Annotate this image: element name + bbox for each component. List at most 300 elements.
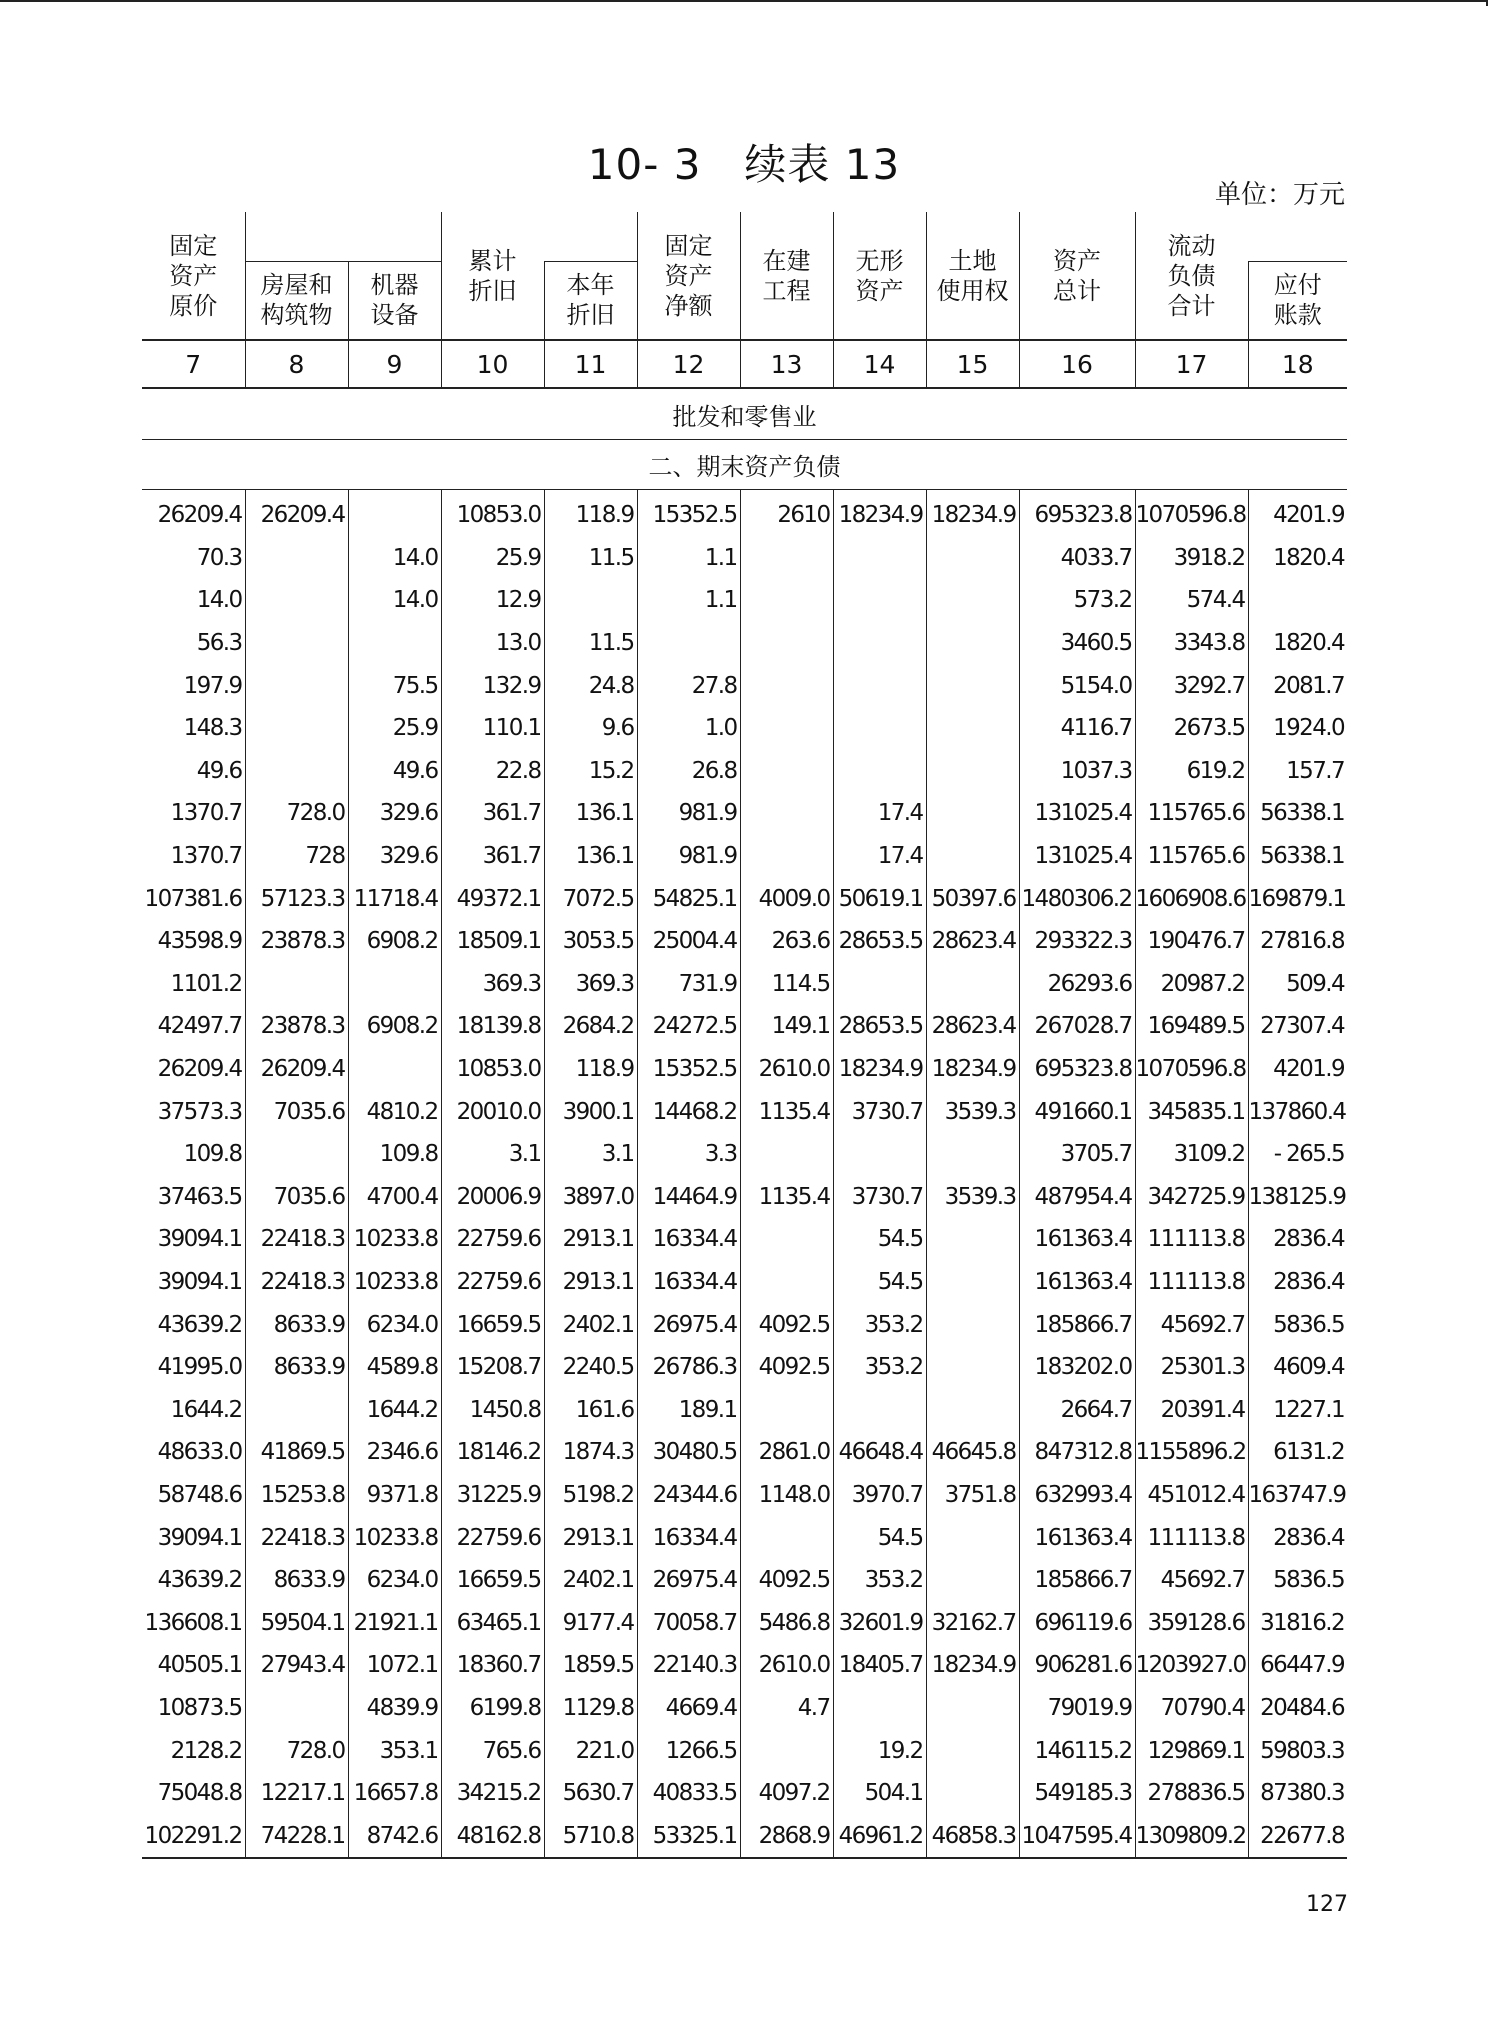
table-cell: 2402.1	[544, 1559, 637, 1602]
table-cell: 267028.7	[1019, 1005, 1135, 1048]
table-cell: 20987.2	[1135, 963, 1248, 1006]
table-cell: 731.9	[637, 963, 740, 1006]
table-cell: 619.2	[1135, 750, 1248, 793]
table-cell: 2913.1	[544, 1516, 637, 1559]
table-cell: 110.1	[441, 707, 544, 750]
table-cell: 2684.2	[544, 1005, 637, 1048]
table-cell: 1129.8	[544, 1687, 637, 1730]
table-cell: 40505.1	[157, 1652, 242, 1679]
table-cell: 4839.9	[348, 1687, 441, 1730]
table-cell: 1135.4	[740, 1176, 833, 1219]
table-cell: 2610.0	[740, 1048, 833, 1091]
table-cell: 132.9	[441, 664, 544, 707]
column-number: 10	[441, 340, 544, 388]
table-cell: 40833.5	[637, 1772, 740, 1815]
page-top-rule	[0, 0, 1488, 2]
table-cell: 19.2	[833, 1729, 926, 1772]
table-cell: 70790.4	[1135, 1687, 1248, 1730]
table-cell: 5710.8	[544, 1814, 637, 1858]
table-cell: 549185.3	[1019, 1772, 1135, 1815]
table-cell: 728	[245, 835, 348, 878]
table-cell: 5198.2	[544, 1474, 637, 1517]
table-cell: 1148.0	[740, 1474, 833, 1517]
header-accumulated-depreciation: 累计 折旧	[441, 212, 544, 340]
table-cell: 10853.0	[441, 1048, 544, 1091]
table-cell: 59803.3	[1248, 1729, 1347, 1772]
table-cell: 4092.5	[740, 1303, 833, 1346]
table-cell: 15352.5	[637, 1048, 740, 1091]
table-cell	[926, 579, 1019, 622]
table-cell: 39094.1	[157, 1226, 242, 1253]
table-cell: 6908.2	[348, 1005, 441, 1048]
table-cell: 981.9	[637, 835, 740, 878]
table-cell: 136.1	[544, 835, 637, 878]
table-cell: 2664.7	[1019, 1388, 1135, 1431]
table-row	[142, 1729, 1347, 1772]
table-cell: 136.1	[544, 792, 637, 835]
table-cell: 487954.4	[1019, 1176, 1135, 1219]
table-cell: 293322.3	[1019, 920, 1135, 963]
table-cell: 345835.1	[1135, 1090, 1248, 1133]
table-cell: 23878.3	[245, 1005, 348, 1048]
table-cell	[833, 1133, 926, 1176]
table-cell: 18234.9	[833, 1048, 926, 1091]
table-cell: 129869.1	[1135, 1729, 1248, 1772]
table-row	[142, 1218, 1347, 1261]
table-cell	[245, 1133, 348, 1176]
table-cell: 9177.4	[544, 1601, 637, 1644]
table-cell: 4097.2	[740, 1772, 833, 1815]
table-row	[142, 1474, 1347, 1517]
table-cell: 109.8	[348, 1133, 441, 1176]
table-cell: 25.9	[441, 537, 544, 580]
page-number: 127	[1306, 1892, 1348, 1917]
table-cell: 53325.1	[637, 1814, 740, 1858]
table-cell: 4700.4	[348, 1176, 441, 1219]
table-cell: 138125.9	[1248, 1176, 1347, 1219]
table-cell: 1820.4	[1248, 537, 1347, 580]
table-cell	[740, 750, 833, 793]
table-cell	[740, 1388, 833, 1431]
table-cell: 2868.9	[740, 1814, 833, 1858]
table-cell	[833, 707, 926, 750]
table-cell	[637, 622, 740, 665]
table-cell: 22.8	[441, 750, 544, 793]
table-cell: 49.6	[348, 750, 441, 793]
table-cell: 22759.6	[441, 1218, 544, 1261]
table-cell: 10233.8	[348, 1516, 441, 1559]
table-row	[142, 579, 1347, 622]
table-cell: 6234.0	[348, 1559, 441, 1602]
table-cell: 696119.6	[1019, 1601, 1135, 1644]
table-cell: 48633.0	[157, 1439, 242, 1466]
table-cell: 1072.1	[348, 1644, 441, 1687]
table-cell: 161363.4	[1019, 1516, 1135, 1559]
table-cell: 22677.8	[1248, 1814, 1347, 1858]
table-cell: 1874.3	[544, 1431, 637, 1474]
table-cell: 11.5	[544, 622, 637, 665]
table-cell: 41995.0	[157, 1354, 242, 1381]
table-cell: 695323.8	[1019, 1048, 1135, 1091]
table-row	[142, 1176, 1347, 1219]
table-cell: 1859.5	[544, 1644, 637, 1687]
table-row	[142, 1303, 1347, 1346]
table-cell	[926, 963, 1019, 1006]
header-fixed-asset-original: 固定 资产 原价	[169, 231, 218, 320]
table-cell: 1309809.2	[1135, 1814, 1248, 1858]
table-cell	[245, 963, 348, 1006]
table-cell: 20484.6	[1248, 1687, 1347, 1730]
column-number: 7	[142, 340, 245, 388]
table-cell: 329.6	[348, 792, 441, 835]
table-cell: 3918.2	[1135, 537, 1248, 580]
table-cell: 2836.4	[1248, 1261, 1347, 1304]
table-cell: 27.8	[637, 664, 740, 707]
table-cell	[926, 707, 1019, 750]
table-cell: 70058.7	[637, 1601, 740, 1644]
header-machinery: 机器 设备	[348, 261, 441, 340]
table-cell: 15352.5	[637, 490, 740, 537]
table-cell	[245, 622, 348, 665]
table-cell: 16334.4	[637, 1261, 740, 1304]
table-cell: 161363.4	[1019, 1261, 1135, 1304]
table-cell: 14464.9	[637, 1176, 740, 1219]
table-cell	[740, 537, 833, 580]
table-cell: 3751.8	[926, 1474, 1019, 1517]
table-cell: 2913.1	[544, 1218, 637, 1261]
table-cell: 46645.8	[926, 1431, 1019, 1474]
table-cell: 37463.5	[157, 1183, 242, 1210]
table-cell: 131025.4	[1019, 792, 1135, 835]
table-cell: 2836.4	[1248, 1218, 1347, 1261]
table-cell: 353.2	[833, 1303, 926, 1346]
table-cell: 1924.0	[1248, 707, 1347, 750]
table-cell: 7035.6	[245, 1176, 348, 1219]
table-cell: 6908.2	[348, 920, 441, 963]
table-cell: 353.1	[348, 1729, 441, 1772]
table-cell: 50397.6	[926, 877, 1019, 920]
table-row	[142, 1388, 1347, 1431]
table-cell	[348, 490, 441, 537]
table-cell: 353.2	[833, 1346, 926, 1389]
column-number-row	[142, 340, 1347, 388]
table-cell: 329.6	[348, 835, 441, 878]
table-row	[142, 1431, 1347, 1474]
table-cell: 27943.4	[245, 1644, 348, 1687]
table-cell: 451012.4	[1135, 1474, 1248, 1517]
table-cell: 2836.4	[1248, 1516, 1347, 1559]
table-cell: 359128.6	[1135, 1601, 1248, 1644]
table-cell	[926, 1687, 1019, 1730]
header-land-use-rights: 土地 使用权	[926, 212, 1019, 340]
table-cell: 148.3	[183, 715, 242, 742]
table-cell: 74228.1	[245, 1814, 348, 1858]
table-cell: 3053.5	[544, 920, 637, 963]
table-row	[142, 537, 1347, 580]
table-cell: 58748.6	[157, 1481, 242, 1508]
table-cell	[740, 1218, 833, 1261]
column-number: 8	[245, 340, 348, 388]
table-cell: 20006.9	[441, 1176, 544, 1219]
table-cell: 25004.4	[637, 920, 740, 963]
table-cell: 728.0	[245, 792, 348, 835]
table-row	[142, 963, 1347, 1006]
table-cell: 26786.3	[637, 1346, 740, 1389]
table-cell: 10233.8	[348, 1261, 441, 1304]
table-cell: 5154.0	[1019, 664, 1135, 707]
table-cell: 18360.7	[441, 1644, 544, 1687]
table-cell: 45692.7	[1135, 1559, 1248, 1602]
table-cell: 87380.3	[1248, 1772, 1347, 1815]
table-cell: 26.8	[637, 750, 740, 793]
data-table	[142, 212, 1347, 1859]
table-row	[142, 750, 1347, 793]
table-cell: 39094.1	[157, 1268, 242, 1295]
table-cell: 1.0	[637, 707, 740, 750]
table-cell	[740, 1729, 833, 1772]
table-cell: 369.3	[544, 963, 637, 1006]
header-spacer-year-depr	[544, 212, 637, 261]
table-cell: 18234.9	[926, 1048, 1019, 1091]
table-cell: 37573.3	[157, 1098, 242, 1125]
table-cell: 1370.7	[170, 800, 242, 827]
table-cell: 12.9	[441, 579, 544, 622]
table-cell: 3897.0	[544, 1176, 637, 1219]
table-cell: 1450.8	[441, 1388, 544, 1431]
table-cell: 25.9	[348, 707, 441, 750]
table-row	[142, 622, 1347, 665]
table-cell	[740, 664, 833, 707]
table-cell: 56.3	[196, 630, 242, 657]
table-cell: 4033.7	[1019, 537, 1135, 580]
table-cell: 361.7	[441, 835, 544, 878]
table-cell: 1047595.4	[1019, 1814, 1135, 1858]
table-cell: 10853.0	[441, 490, 544, 537]
table-cell: 10233.8	[348, 1218, 441, 1261]
column-number: 11	[544, 340, 637, 388]
table-cell: 42497.7	[157, 1013, 242, 1040]
table-cell: 46648.4	[833, 1431, 926, 1474]
table-cell: 22418.3	[245, 1516, 348, 1559]
table-cell: 981.9	[637, 792, 740, 835]
column-number: 13	[740, 340, 833, 388]
table-cell: 2402.1	[544, 1303, 637, 1346]
header-spacer-building-machine	[245, 212, 441, 261]
table-cell: 115765.6	[1135, 835, 1248, 878]
table-cell	[348, 622, 441, 665]
table-cell: 24272.5	[637, 1005, 740, 1048]
table-cell: 111113.8	[1135, 1218, 1248, 1261]
table-cell: 26209.4	[245, 1048, 348, 1091]
table-row	[142, 1559, 1347, 1602]
table-cell	[926, 664, 1019, 707]
table-cell: 632993.4	[1019, 1474, 1135, 1517]
table-cell: 342725.9	[1135, 1176, 1248, 1219]
table-cell: 26975.4	[637, 1559, 740, 1602]
table-cell: 4669.4	[637, 1687, 740, 1730]
table-cell: 32601.9	[833, 1601, 926, 1644]
table-cell: 43639.2	[157, 1567, 242, 1594]
table-cell: 16334.4	[637, 1218, 740, 1261]
table-cell	[740, 835, 833, 878]
table-cell: 4009.0	[740, 877, 833, 920]
table-cell: 111113.8	[1135, 1516, 1248, 1559]
table-cell: 24.8	[544, 664, 637, 707]
table-cell: 136608.1	[144, 1609, 242, 1636]
table-cell: 263.6	[740, 920, 833, 963]
table-cell: 15208.7	[441, 1346, 544, 1389]
page-title: 10- 3 续表 13	[587, 140, 901, 189]
table-cell: 1101.2	[170, 970, 242, 997]
table-cell: 361.7	[441, 792, 544, 835]
table-cell: 5836.5	[1248, 1559, 1347, 1602]
table-cell	[740, 579, 833, 622]
table-cell: 56338.1	[1248, 835, 1347, 878]
table-cell	[833, 750, 926, 793]
table-cell: 3.1	[544, 1133, 637, 1176]
table-cell	[926, 1559, 1019, 1602]
table-cell	[926, 1346, 1019, 1389]
table-cell: 4116.7	[1019, 707, 1135, 750]
table-cell: 169489.5	[1135, 1005, 1248, 1048]
table-cell: 59504.1	[245, 1601, 348, 1644]
table-cell: 2673.5	[1135, 707, 1248, 750]
table-cell	[926, 622, 1019, 665]
table-row	[142, 1261, 1347, 1304]
table-cell	[926, 835, 1019, 878]
table-cell: 3.3	[637, 1133, 740, 1176]
table-row	[142, 1516, 1347, 1559]
header-buildings: 房屋和 构筑物	[245, 261, 348, 340]
column-number: 18	[1248, 340, 1347, 388]
column-number: 15	[926, 340, 1019, 388]
table-cell: 26209.4	[245, 490, 348, 537]
table-cell: 32162.7	[926, 1601, 1019, 1644]
table-cell	[245, 707, 348, 750]
header-spacer-accounts-payable	[1248, 212, 1347, 261]
table-cell	[740, 1516, 833, 1559]
table-row	[142, 1133, 1347, 1176]
table-cell: 2610	[740, 490, 833, 537]
table-cell: 573.2	[1019, 579, 1135, 622]
section-industry: 批发和零售业	[142, 388, 1347, 440]
table-cell: 70.3	[196, 544, 242, 571]
table-cell: 2610.0	[740, 1644, 833, 1687]
table-cell: 4589.8	[348, 1346, 441, 1389]
table-cell	[740, 622, 833, 665]
table-cell: 3.1	[441, 1133, 544, 1176]
table-cell: 20010.0	[441, 1090, 544, 1133]
table-cell: 369.3	[441, 963, 544, 1006]
table-cell	[833, 1388, 926, 1431]
table-cell: 137860.4	[1248, 1090, 1347, 1133]
table-cell: 1070596.8	[1135, 1048, 1248, 1091]
table-cell: 66447.9	[1248, 1644, 1347, 1687]
table-cell: 102291.2	[142, 1814, 245, 1858]
table-cell: 109.8	[183, 1141, 242, 1168]
table-cell	[833, 622, 926, 665]
table-cell: 190476.7	[1135, 920, 1248, 963]
table-cell	[926, 1133, 1019, 1176]
table-cell: 10873.5	[157, 1694, 242, 1721]
table-cell: 27307.4	[1248, 1005, 1347, 1048]
table-cell: 695323.8	[1019, 490, 1135, 537]
table-cell: 16334.4	[637, 1516, 740, 1559]
table-cell	[740, 1133, 833, 1176]
table-cell: 14468.2	[637, 1090, 740, 1133]
table-cell: 49.6	[196, 757, 242, 784]
column-number: 9	[348, 340, 441, 388]
table-cell: 49372.1	[441, 877, 544, 920]
table-cell: 28653.5	[833, 920, 926, 963]
header-total-assets: 资产 总计	[1019, 212, 1135, 340]
table-cell: 185866.7	[1019, 1303, 1135, 1346]
table-cell: 14.0	[348, 579, 441, 622]
table-cell	[926, 537, 1019, 580]
table-cell: 46858.3	[926, 1814, 1019, 1858]
table-cell	[245, 579, 348, 622]
table-cell: 115765.6	[1135, 792, 1248, 835]
table-cell: 3539.3	[926, 1090, 1019, 1133]
table-row	[142, 1048, 1347, 1091]
table-cell: 11.5	[544, 537, 637, 580]
table-cell: 183202.0	[1019, 1346, 1135, 1389]
table-cell: 9371.8	[348, 1474, 441, 1517]
table-cell: 114.5	[740, 963, 833, 1006]
table-cell	[544, 579, 637, 622]
table-cell: 14.0	[348, 537, 441, 580]
table-cell: 5630.7	[544, 1772, 637, 1815]
table-cell: 3460.5	[1019, 622, 1135, 665]
table-cell: 31816.2	[1248, 1601, 1347, 1644]
table-cell: 1135.4	[740, 1090, 833, 1133]
table-cell: 7072.5	[544, 877, 637, 920]
table-cell: 13.0	[441, 622, 544, 665]
table-cell: 4.7	[740, 1687, 833, 1730]
table-cell: 1203927.0	[1135, 1644, 1248, 1687]
table-cell: 2913.1	[544, 1261, 637, 1304]
table-cell: 353.2	[833, 1559, 926, 1602]
table-cell: 54825.1	[637, 877, 740, 920]
table-cell: 48162.8	[441, 1814, 544, 1858]
table-cell	[926, 1303, 1019, 1346]
table-cell: 504.1	[833, 1772, 926, 1815]
table-cell: 46961.2	[833, 1814, 926, 1858]
table-cell: 9.6	[544, 707, 637, 750]
table-cell: 27816.8	[1248, 920, 1347, 963]
table-cell: 6131.2	[1248, 1431, 1347, 1474]
table-cell: 16659.5	[441, 1559, 544, 1602]
table-cell: 12217.1	[245, 1772, 348, 1815]
table-cell: 15.2	[544, 750, 637, 793]
table-cell: 24344.6	[637, 1474, 740, 1517]
table-cell: 28623.4	[926, 920, 1019, 963]
table-cell: 1820.4	[1248, 622, 1347, 665]
table-cell: 8742.6	[348, 1814, 441, 1858]
table-cell: 26293.6	[1019, 963, 1135, 1006]
table-cell: 4609.4	[1248, 1346, 1347, 1389]
table-cell: 7035.6	[245, 1090, 348, 1133]
table-cell	[833, 579, 926, 622]
table-cell: 1370.7	[170, 843, 242, 870]
table-cell: 75048.8	[157, 1780, 242, 1807]
table-cell: 107381.6	[144, 885, 242, 912]
table-cell: 8633.9	[245, 1346, 348, 1389]
table-cell: 28653.5	[833, 1005, 926, 1048]
table-cell	[348, 963, 441, 1006]
column-number: 14	[833, 340, 926, 388]
table-cell: 79019.9	[1019, 1687, 1135, 1730]
